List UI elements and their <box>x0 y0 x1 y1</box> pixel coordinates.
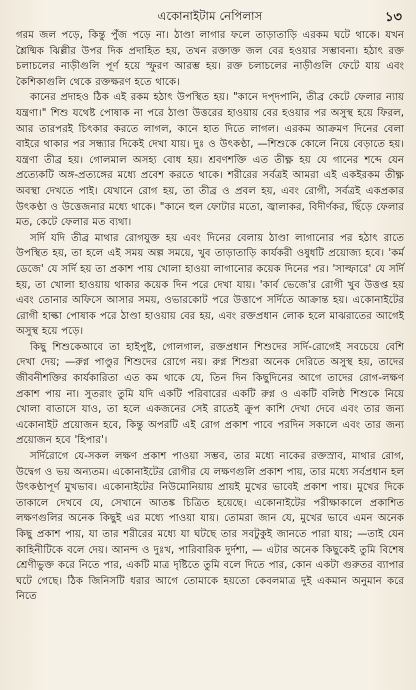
paragraph: সর্দিরোগে যে-সকল লক্ষণ প্রকাশ পাওয়া সম্ভব, তার মধ্যে নাকের রক্তস্রাব, মাথার রোগ, উদ্বেগ ও ভয় অন্যতম। একোনাইটের রোগীর যে লক্ষণগুলি প্রকাশ পায়, তার মধ্যে সর্বপ্রধান হল উৎকণ্ঠাপূর্ণ মুখভাব। একোনাইটের নিউমোনিয়ায় প্রায়ই মুখের ভাবেই প্রকাশ পায়। মুখের দিকে তাকালে দেখবে যে, সেখানে আতঙ্ক চিত্রিত হয়েছে। একোনাইটের পরীক্ষাকালে প্রকাশিত লক্ষণগুলির অনেক কিছুই এর মধ্যে পাওয়া যায়। তোমরা জান যে, মুখের ভাবে এমন অনেক কিছু প্রকাশ পায়, যা তার শরীরের মধ্যে যা ঘটছে তার সবটুকুই জানতে পারা যায়; —তাই যেন কাহিনীটিকে বলে দেয়। আনন্দ ও দুঃখ, পারিবারিক দুর্দশা, — এটার অনেক কিছুকেই তুমি বিশেষ শ্রেণীভুক্ত করে নিতে পার, একটি মাত্র দৃষ্টিতে তুমি বলে দিতে পার, কোন একটা গুরুতর ব্যাপার ঘটে গেছে। ঠিক জিনিসটি ধরার আগে তোমাকে হয়তো কেবলমাত্র দুই একমান অনুমান করে নিতে <box>16 451 404 603</box>
paragraph: কানের প্রদাহও ঠিক এই রকম হঠাৎ উপস্থিত হয়। "কানে দপ্দপানি, তীব্র কেটে ফেলার ন্যায় যন্ত্রণা।" শিশু যথেষ্ট পোষাক না পরে ঠাণ্ডা উত্তরের হাওয়ায় বের হওয়ার পর অসুস্থ হয়ে ফিরল, আর তারপরই চিৎকার করতে লাগল, কানে হাত দিতে লাগল। এরকম আক্রমণ দিনের বেলা বাইরে থাকার পর সন্ধ্যার দিকেই দেখা যায়। দুঃ ও উৎকণ্ঠা, —শিশুকে কোলে নিয়ে বেড়াতে হয়। যন্ত্রণা তীব্র হয়। গোলমাল অসহ্য বোধ হয়। শ্রবণশক্তি এত তীক্ষ্ণ হয় যে গানের শব্দে যেন প্রত্যেকটি অঙ্গ-প্রত্যঙ্গের মধ্যে প্রবেশ করতে থাকে। শরীরের সর্বত্রই আমরা এই একইরকম তীক্ষ্ণ অবস্থা দেখতে পাই। যেখানে রোগ হয়, তা তীব্র ও প্রবল হয়, এবং রোগী, সর্বত্রই একপ্রকার উৎকণ্ঠা ও উত্তেজনার মধ্যে থাকে। "কানে হুল ফোটার মতো, জ্বালাকর, বিদীর্ণকর, ছিঁড়ে ফেলার মত, কেটে ফেলার মত ব্যথা। <box>16 92 404 229</box>
paragraph: কিছু শিশুকেআবে তা হাইপুষ্ট, গোলগাল, রক্তপ্রধান শিশুদের সর্দি-রোগেই সবচেয়ে বেশি দেখা দেয়; —রুগ্ন পাণ্ডুর শিশুদের রোগে নয়। রুগ্ন শিশুরা অনেক দেরিতে অসুস্থ হয়, তাদের জীবনীশক্তির কার্যকারিতা এত কম থাকে যে, তিন দিন কিছুদিনের আগে তাদের রোগ-লক্ষণ প্রকাশ পায় না। সুতরাং তুমি যদি একটি পরিবারের একটি রুগ্ন ও একটি বলিষ্ঠ শিশুকে নিয়ে খোলা বাতাসে যাও, তা হলে একজনের সেই রাতেই ক্রুপ কাশি দেখা দেবে এবং তার জন্য একোনাইট প্রয়োজন হবে, কিন্তু অপরটি এই রোগ প্রকাশ পাবে পরদিন সকালে এবং তার জন্য প্রয়োজন হবে 'হিপার'। <box>16 341 404 447</box>
page-number: ১৩ <box>385 10 402 25</box>
paragraph: সর্দি যদি তীব্র মাথার রোগযুক্ত হয় এবং দিনের বেলায় ঠাণ্ডা লাগানোর পর হঠাৎ রাতে উপস্থিত হয়, তা হলে এই সময় অল্প সময়ে, খুব তাড়াতাড়ি কার্যকরী ওষুধটি প্রয়োজ্য হবে। 'কর্ম ডেজে' যে সর্দি হয় তা প্রকাশ পায় খোলা হাওয়া লাগানোর কয়েক দিনের পর। 'সাল্ফারে' যে সর্দি হয়, তা খোলা হাওয়ায় থাকার কয়েক দিন পরে দেখা যায়। 'কার্ব ভেজে'র রোগী খুব উত্তপ্ত হয় এবং তোনার অফিসে আসার সময়, ওভারকোট পরে উত্তাপে সর্দিতে আক্রান্ত হয়। একোনাইটের রোগী হাল্কা পোষাক পরে ঠাণ্ডা হাওয়ায় বের হয়, এবং রক্তপ্রধান লোক হলে মাঝরাতের আগেই অসুস্থ হয়ে পড়ে। <box>16 232 404 338</box>
running-head: একোনাইটাম নেপিলাস <box>157 9 263 23</box>
page-body <box>16 28 404 605</box>
page-header <box>16 8 404 26</box>
paragraph: গরম জল পড়ে, কিন্তু পুঁজ পড়ে না। ঠাণ্ডা লাগার ফলে তাড়াতাড়ি এরকম ঘটে থাকে। যখন শ্লৈষ্মিক ঝিল্লীর উপর দিক প্রদাহিত হয়, তখন রক্তাক্ত জল বের হওয়ার সম্ভাবনা। হঠাৎ রক্ত চলাচলের নাড়ীগুলি পূর্ণ হয়ে স্ফুরণ আরম্ভ হয়। রক্ত চলাচলের নাড়ীগুলি ফেটে যায় এবং কৈশিকাগুলি থেকে রক্তক্ষরণ হতে থাকে। <box>16 30 404 88</box>
